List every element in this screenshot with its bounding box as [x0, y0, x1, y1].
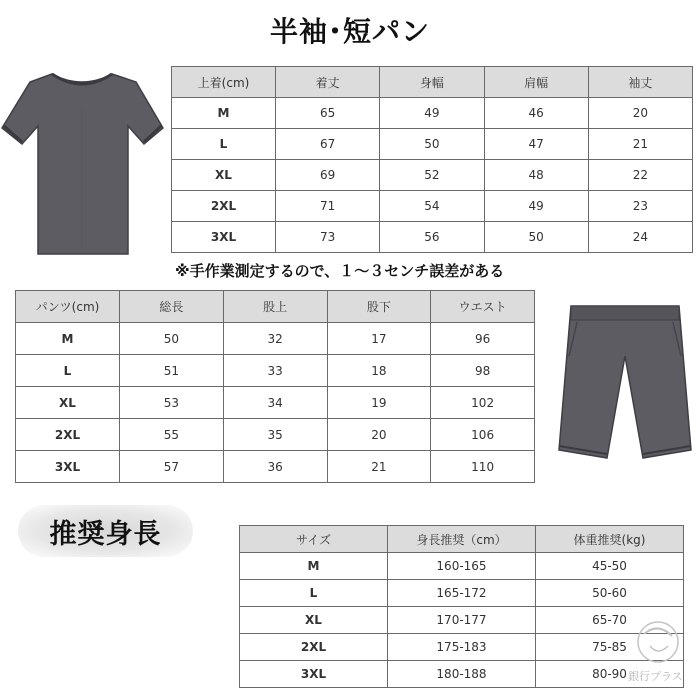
recommend-badge-label: 推奨身長 [49, 518, 162, 550]
table-cell: 48 [484, 160, 588, 191]
table-cell: 71 [276, 191, 380, 222]
table-cell: 80-90 [536, 661, 684, 688]
table-row [240, 634, 684, 661]
table-row [172, 160, 693, 191]
size-label: 3XL [240, 661, 388, 688]
shorts-image [555, 300, 695, 462]
table-cell: 21 [327, 451, 431, 483]
table-row [16, 419, 535, 451]
table-row [172, 129, 693, 160]
table-row [240, 607, 684, 634]
size-label: 2XL [16, 419, 120, 451]
table-cell: 69 [276, 160, 380, 191]
table-cell: 56 [380, 222, 484, 253]
table-row [16, 451, 535, 483]
table-cell: 45-50 [536, 553, 684, 580]
size-label: L [240, 580, 388, 607]
tshirt-image [0, 68, 165, 260]
table-cell: 180-188 [388, 661, 536, 688]
table-cell: 17 [327, 323, 431, 355]
size-label: 2XL [172, 191, 276, 222]
table-cell: 75-85 [536, 634, 684, 661]
table-cell: 175-183 [388, 634, 536, 661]
table-cell: 20 [588, 98, 692, 129]
table-cell: 50 [484, 222, 588, 253]
size-label: M [16, 323, 120, 355]
table-cell: 50 [380, 129, 484, 160]
column-header: 肩幅 [484, 67, 588, 98]
column-header: 股下 [327, 291, 431, 323]
table-row [16, 323, 535, 355]
table-row [172, 191, 693, 222]
table-cell: 24 [588, 222, 692, 253]
size-label: M [240, 553, 388, 580]
table-cell: 96 [431, 323, 535, 355]
table-cell: 55 [120, 419, 224, 451]
watermark-text: 銀行プラス [628, 670, 683, 683]
table-header-row [16, 291, 535, 323]
table-cell: 46 [484, 98, 588, 129]
table-row [172, 98, 693, 129]
table-cell: 20 [327, 419, 431, 451]
column-header: 身幅 [380, 67, 484, 98]
table-cell: 50 [120, 323, 224, 355]
tops-size-table [171, 66, 693, 253]
size-label: 3XL [16, 451, 120, 483]
table-cell: 35 [223, 419, 327, 451]
table-cell: 49 [380, 98, 484, 129]
table-cell: 19 [327, 387, 431, 419]
column-header: ウエスト [431, 291, 535, 323]
recommend-size-table [239, 525, 684, 688]
table-row [240, 580, 684, 607]
table-cell: 50-60 [536, 580, 684, 607]
table-cell: 53 [120, 387, 224, 419]
size-label: L [172, 129, 276, 160]
table-cell: 51 [120, 355, 224, 387]
size-label: XL [240, 607, 388, 634]
table-cell: 54 [380, 191, 484, 222]
table-cell: 57 [120, 451, 224, 483]
recommend-badge [18, 505, 193, 557]
table-row [240, 553, 684, 580]
table-row [172, 222, 693, 253]
page-title: 半袖･短パン [269, 15, 430, 48]
table-cell: 65 [276, 98, 380, 129]
table-row [16, 387, 535, 419]
table-cell: 102 [431, 387, 535, 419]
table-cell: 47 [484, 129, 588, 160]
size-label: L [16, 355, 120, 387]
table-row [240, 661, 684, 688]
table-cell: 65-70 [536, 607, 684, 634]
size-label: XL [16, 387, 120, 419]
table-cell: 32 [223, 323, 327, 355]
column-header: 身長推奨（cm） [388, 526, 536, 553]
column-header: サイズ [240, 526, 388, 553]
column-header: 上着(cm) [172, 67, 276, 98]
measurement-note: ※手作業測定するので、１～３センチ誤差がある [175, 262, 505, 280]
table-header-row [172, 67, 693, 98]
table-cell: 98 [431, 355, 535, 387]
table-row [16, 355, 535, 387]
column-header: 体重推奨(kg) [536, 526, 684, 553]
pants-size-table [15, 290, 535, 483]
table-cell: 67 [276, 129, 380, 160]
column-header: 袖丈 [588, 67, 692, 98]
table-cell: 106 [431, 419, 535, 451]
table-cell: 165-172 [388, 580, 536, 607]
size-label: M [172, 98, 276, 129]
table-header-row [240, 526, 684, 553]
table-cell: 21 [588, 129, 692, 160]
table-cell: 23 [588, 191, 692, 222]
table-cell: 110 [431, 451, 535, 483]
column-header: 総長 [120, 291, 224, 323]
table-cell: 34 [223, 387, 327, 419]
size-label: XL [172, 160, 276, 191]
table-cell: 52 [380, 160, 484, 191]
table-cell: 36 [223, 451, 327, 483]
column-header: 着丈 [276, 67, 380, 98]
size-label: 2XL [240, 634, 388, 661]
table-cell: 18 [327, 355, 431, 387]
size-label: 3XL [172, 222, 276, 253]
column-header: パンツ(cm) [16, 291, 120, 323]
table-cell: 33 [223, 355, 327, 387]
table-cell: 170-177 [388, 607, 536, 634]
table-cell: 22 [588, 160, 692, 191]
column-header: 股上 [223, 291, 327, 323]
table-cell: 160-165 [388, 553, 536, 580]
table-cell: 73 [276, 222, 380, 253]
table-cell: 49 [484, 191, 588, 222]
